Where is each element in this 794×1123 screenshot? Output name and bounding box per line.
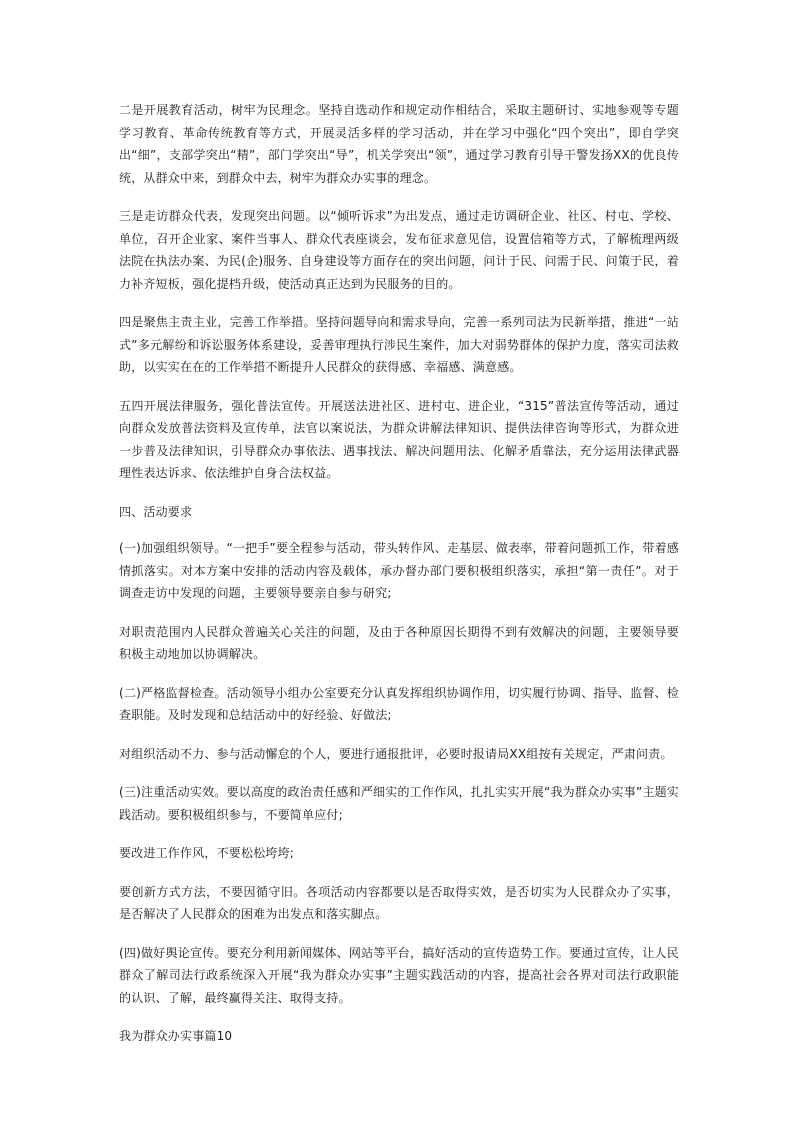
paragraph-organization-leadership: (一)加强组织领导。“一把手”要全程参与活动，带头转作风、走基层、做表率，带着问题抓工作，带着感情抓落实。对本方案中安排的活动内容及载体，承办督办部门要积极组织落实，承担“第一责任”。对于调查走访中发现的问题，主要领导要亲自参与研究; <box>119 541 679 600</box>
paragraph-publicity: (四)做好舆论宣传。要充分利用新闻媒体、网站等平台，搞好活动的宣传造势工作。要通过宣传，让人民群众了解司法行政系统深入开展“我为群众办实事”主题实践活动的内容，提高社会各界对司法行政职能的认识、了解，最终赢得关注、取得支持。 <box>119 945 679 1005</box>
section-title-chapter-10: 我为群众办实事篇10 <box>119 1029 233 1043</box>
document-body <box>119 99 679 1048</box>
paragraph-legal-service: 五四开展法律服务，强化普法宣传。开展送法进社区、进村屯、进企业，“315”普法宣传等活动，通过向群众发放普法资料及宣传单，法官以案说法，为群众讲解法律知识、提供法律咨询等形式，为群众进一步普及法律知识，引导群众办事依法、遇事找法、解决问题用法、化解矛盾靠法，充分运用法律武器理性表达诉求、依法维护自身合法权益。 <box>119 398 679 480</box>
paragraph-supervision: (二)严格监督检查。活动领导小组办公室要充分认真发挥组织协调作用，切实履行协调、指导、监督、检查职能。及时发现和总结活动中的好经验、好做法; <box>119 685 679 722</box>
paragraph-innovation: 要创新方式方法，不要因循守旧。各项活动内容都要以是否取得实效，是否切实为人民群众办了实事，是否解决了人民群众的困难为出发点和落实脚点。 <box>119 884 679 921</box>
section-heading-requirements: 四、活动要求 <box>119 504 193 519</box>
paragraph-work-style: 要改进工作作风，不要松松垮垮; <box>119 846 295 860</box>
paragraph-accountability: 对组织活动不力、参与活动懈怠的个人，要进行通报批评，必要时报请局XX组按有关规定，严肃问责。 <box>119 746 673 761</box>
paragraph-coordination: 对职责范围内人民群众普遍关心关注的问题，及由于各种原因长期得不到有效解决的问题，主要领导要积极主动地加以协调解决。 <box>119 624 679 661</box>
paragraph-main-responsibility: 四是聚焦主责主业，完善工作举措。坚持问题导向和需求导向，完善一系列司法为民新举措，推进“一站式”多元解纷和诉讼服务体系建设，妥善审理执行涉民生案件，加大对弱势群体的保护力度，落实司法救助，以实实在在的工作举措不断提升人民群众的获得感、幸福感、满意感。 <box>119 315 679 374</box>
paragraph-education: 二是开展教育活动，树牢为民理念。坚持自选动作和规定动作相结合，采取主题研讨、实地参观等专题学习教育、革命传统教育等方式，开展灵活多样的学习活动，并在学习中强化“四个突出”，即自学突出“细”，支部学突出“精”，部门学突出“导”，机关学突出“领”，通过学习教育引导干警发扬XX的优良传统，从群众中来，到群众中去，树牢为群众办实事的理念。 <box>119 103 679 185</box>
paragraph-visit-representatives: 三是走访群众代表，发现突出问题。以“倾听诉求”为出发点，通过走访调研企业、社区、村屯、学校、单位，召开企业家、案件当事人、群众代表座谈会，发布征求意见信，设置信箱等方式，了解梳理两级法院在执法办案、为民(企)服务、自身建设等方面存在的突出问题，问计于民、问需于民、问策于民，着力补齐短板，强化提档升级，使活动真正达到为民服务的目的。 <box>119 209 679 291</box>
paragraph-effectiveness: (三)注重活动实效。要以高度的政治责任感和严细实的工作作风，扎扎实实开展“我为群众办实事”主题实践活动。要积极组织参与，不要简单应付; <box>119 785 679 822</box>
